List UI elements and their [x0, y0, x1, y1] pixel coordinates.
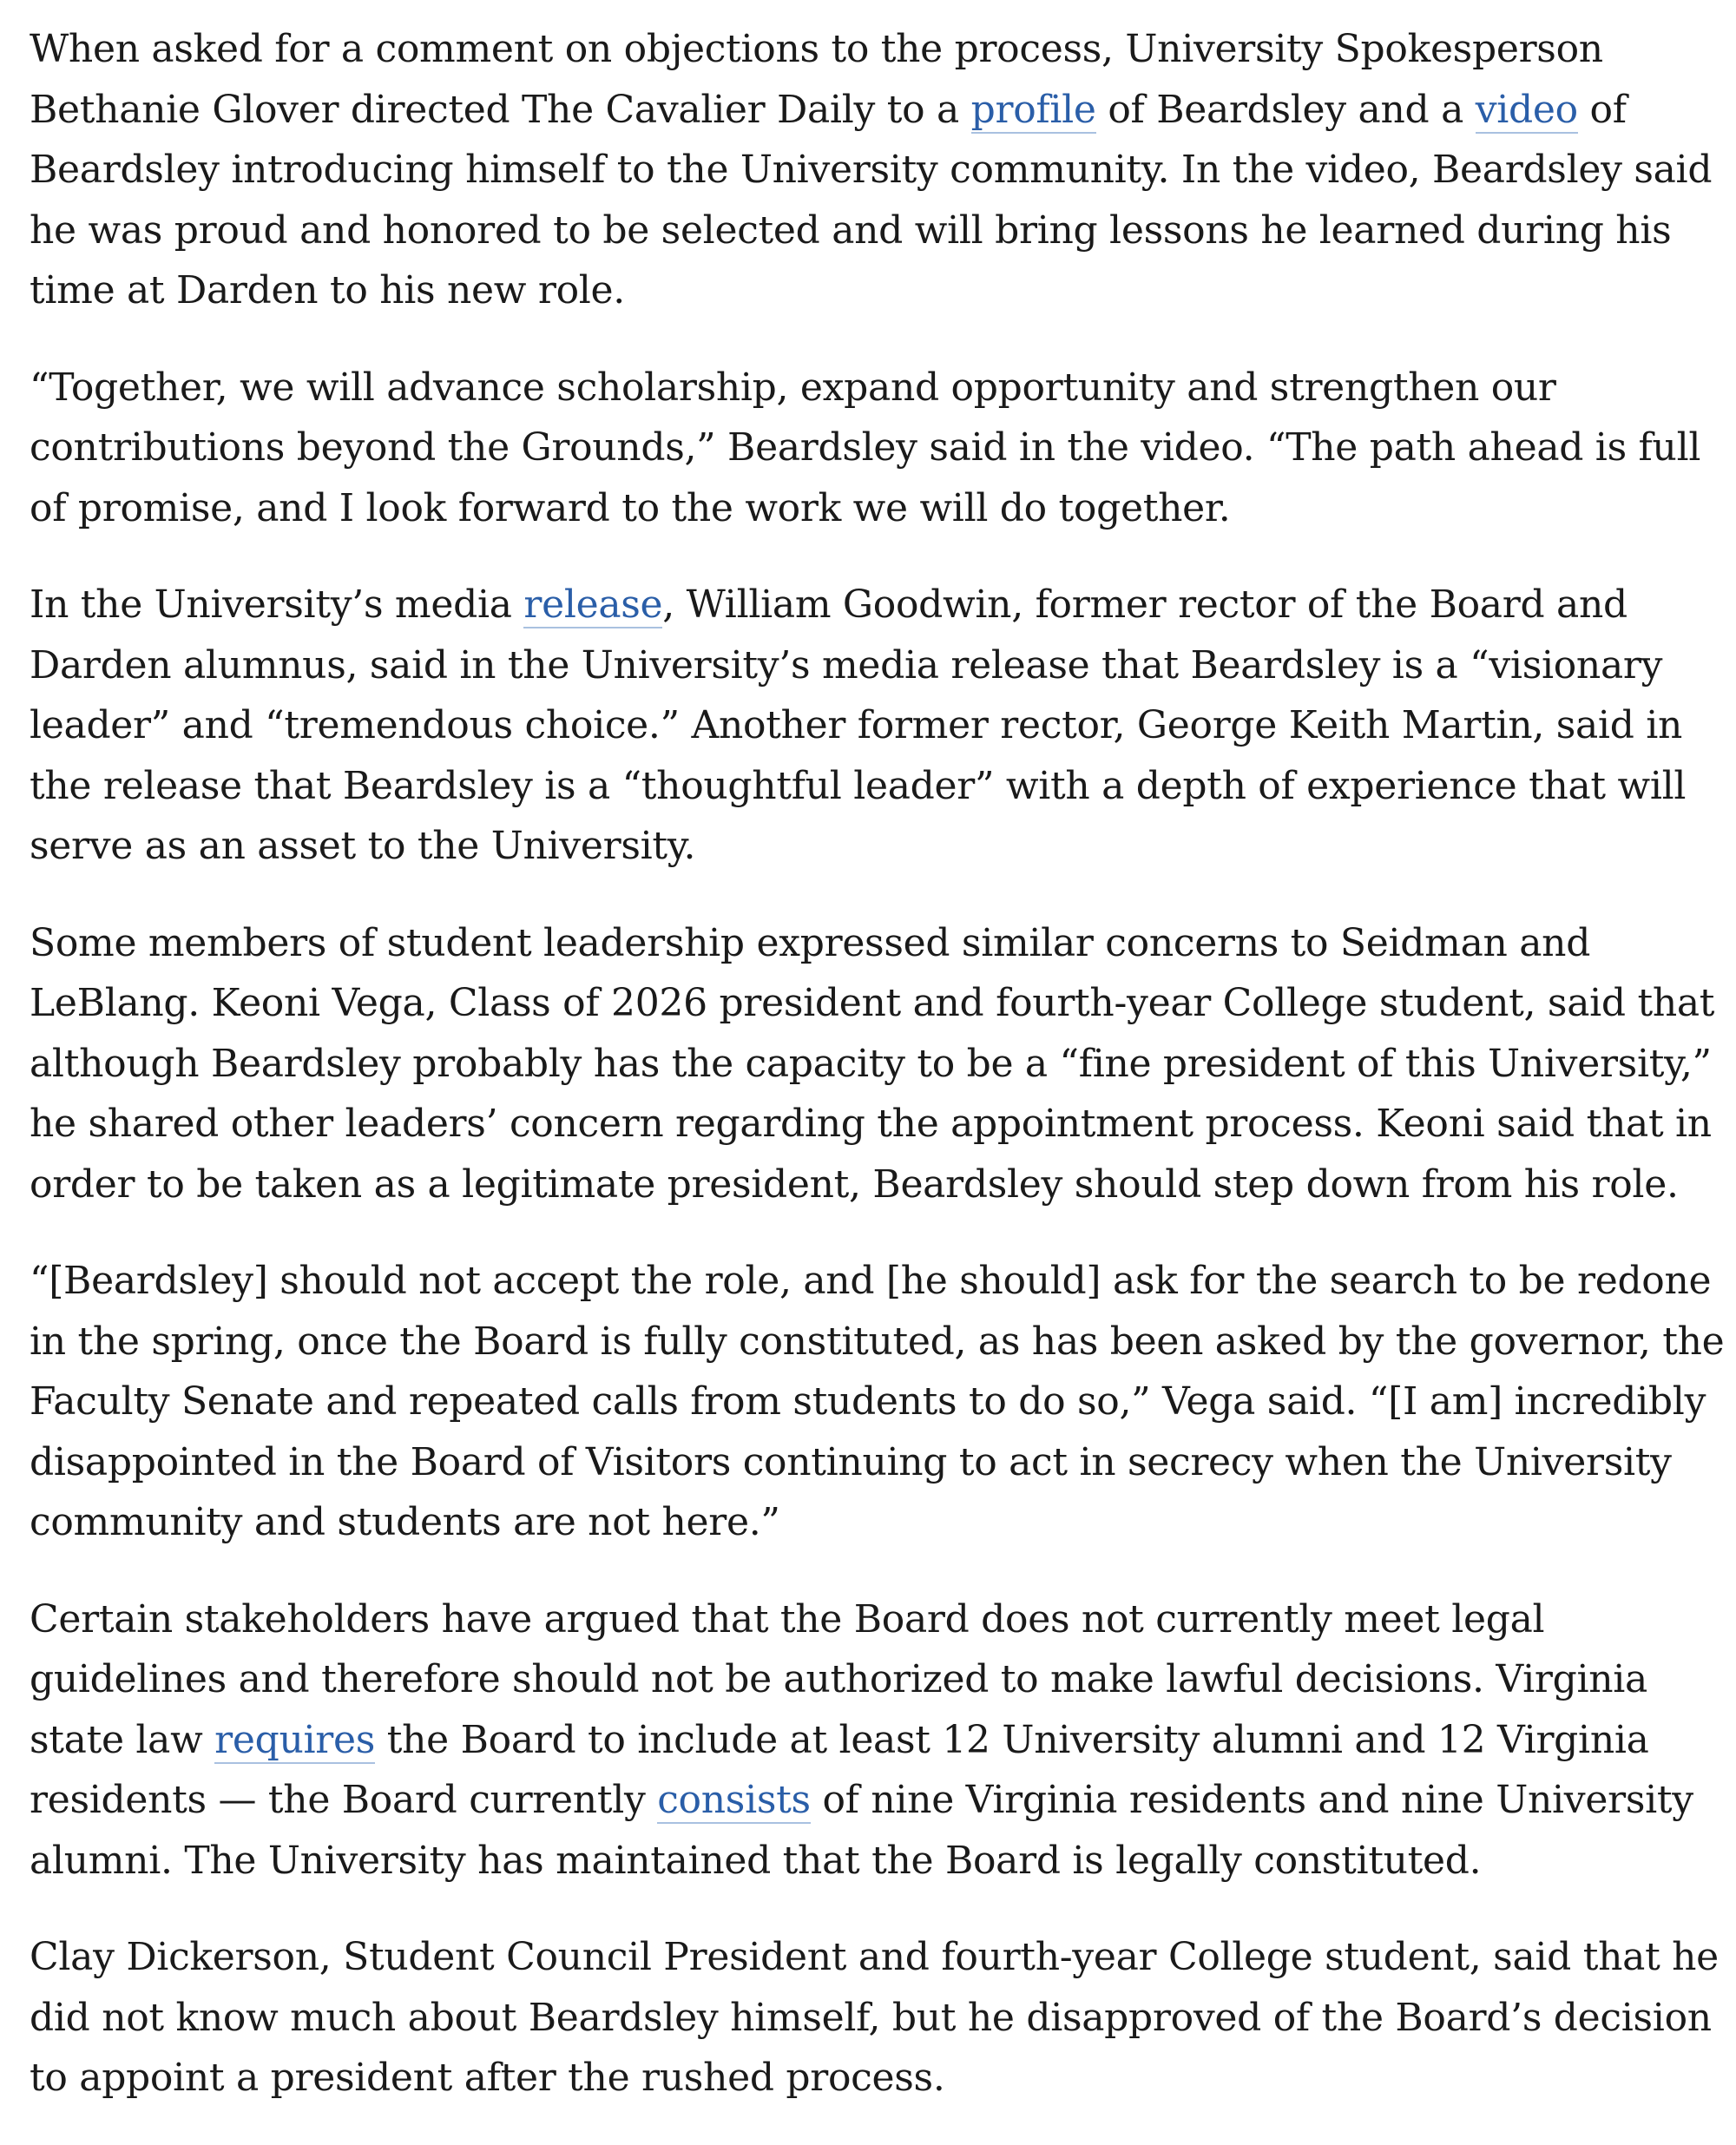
paragraph-5	[30, 1251, 1731, 1553]
video-link[interactable]: video	[1475, 87, 1578, 132]
paragraph-3	[30, 575, 1731, 877]
paragraph-text: Clay Dickerson, Student Council President and fourth-year College student, said that he did not know much about Beardsley himself, but he disapproved of the Board’s decision to appoint a president after the rushed process.	[30, 1935, 1719, 2100]
paragraph-1	[30, 0, 1731, 321]
article-body	[30, 0, 1731, 2145]
paragraph-text: the Board to include at least 12 University alumni and 12 Virginia residents — the Board currently	[30, 1717, 1649, 1822]
profile-link[interactable]: profile	[970, 87, 1096, 132]
paragraph-6	[30, 1589, 1731, 1892]
paragraph-2	[30, 358, 1731, 539]
paragraph-7	[30, 1927, 1731, 2109]
paragraph-text: of Beardsley introducing himself to the University community. In the video, Beardsley said he was proud and honored to be selected and will bring lessons he learned during his time at Darden to his new role.	[30, 87, 1713, 313]
paragraph-text: In the University’s media	[30, 582, 524, 627]
paragraph-4	[30, 913, 1731, 1215]
paragraph-text: of Beardsley and a	[1095, 87, 1476, 132]
consists-link[interactable]: consists	[657, 1778, 811, 1822]
paragraph-text: “[Beardsley] should not accept the role, and [he should] ask for the search to be redone in the spring, once the Board is fully constituted, as has been asked by the governor, the Faculty Senate and repeated calls from students to do so,” Vega said. “[I am] incredibly disappointed in the Board of Visitors continuing to act in secrecy when the University community and students are not here.”	[30, 1259, 1725, 1544]
release-link[interactable]: release	[523, 582, 663, 627]
paragraph-text: Some members of student leadership expressed similar concerns to Seidman and LeBlang. Keoni Vega, Class of 2026 president and fourth-year College student, said that although Beardsley probably has the capacity to be a “fine president of this University,” he shared other leaders’ concern regarding the appointment process. Keoni said that in order to be taken as a legitimate president, Beardsley should step down from his role.	[30, 920, 1715, 1207]
paragraph-text: Certain stakeholders have argued that the Board does not currently meet legal guidelines and therefore should not be authorized to make lawful decisions. Virginia state law	[30, 1596, 1647, 1762]
paragraph-text: , William Goodwin, former rector of the Board and Darden alumnus, said in the University’s media release that Beardsley is a “visionary leader” and “tremendous choice.” Another former rector, George Keith Martin, said in the release that Beardsley is a “thoughtful leader” with a depth of experience that will serve as an asset to the University.	[30, 582, 1687, 868]
requires-link[interactable]: requires	[214, 1717, 376, 1762]
paragraph-text: “Together, we will advance scholarship, expand opportunity and strengthen our contributions beyond the Grounds,” Beardsley said in the video. “The path ahead is full of promise, and I look forward to the work we will do together.	[30, 365, 1701, 530]
paragraph-text: of nine Virginia residents and nine University alumni. The University has maintained that the Board is legally constituted.	[30, 1778, 1693, 1883]
paragraph-text: When asked for a comment on objections to the process, University Spokesperson Bethanie Glover directed The Cavalier Daily to a	[30, 27, 1603, 132]
